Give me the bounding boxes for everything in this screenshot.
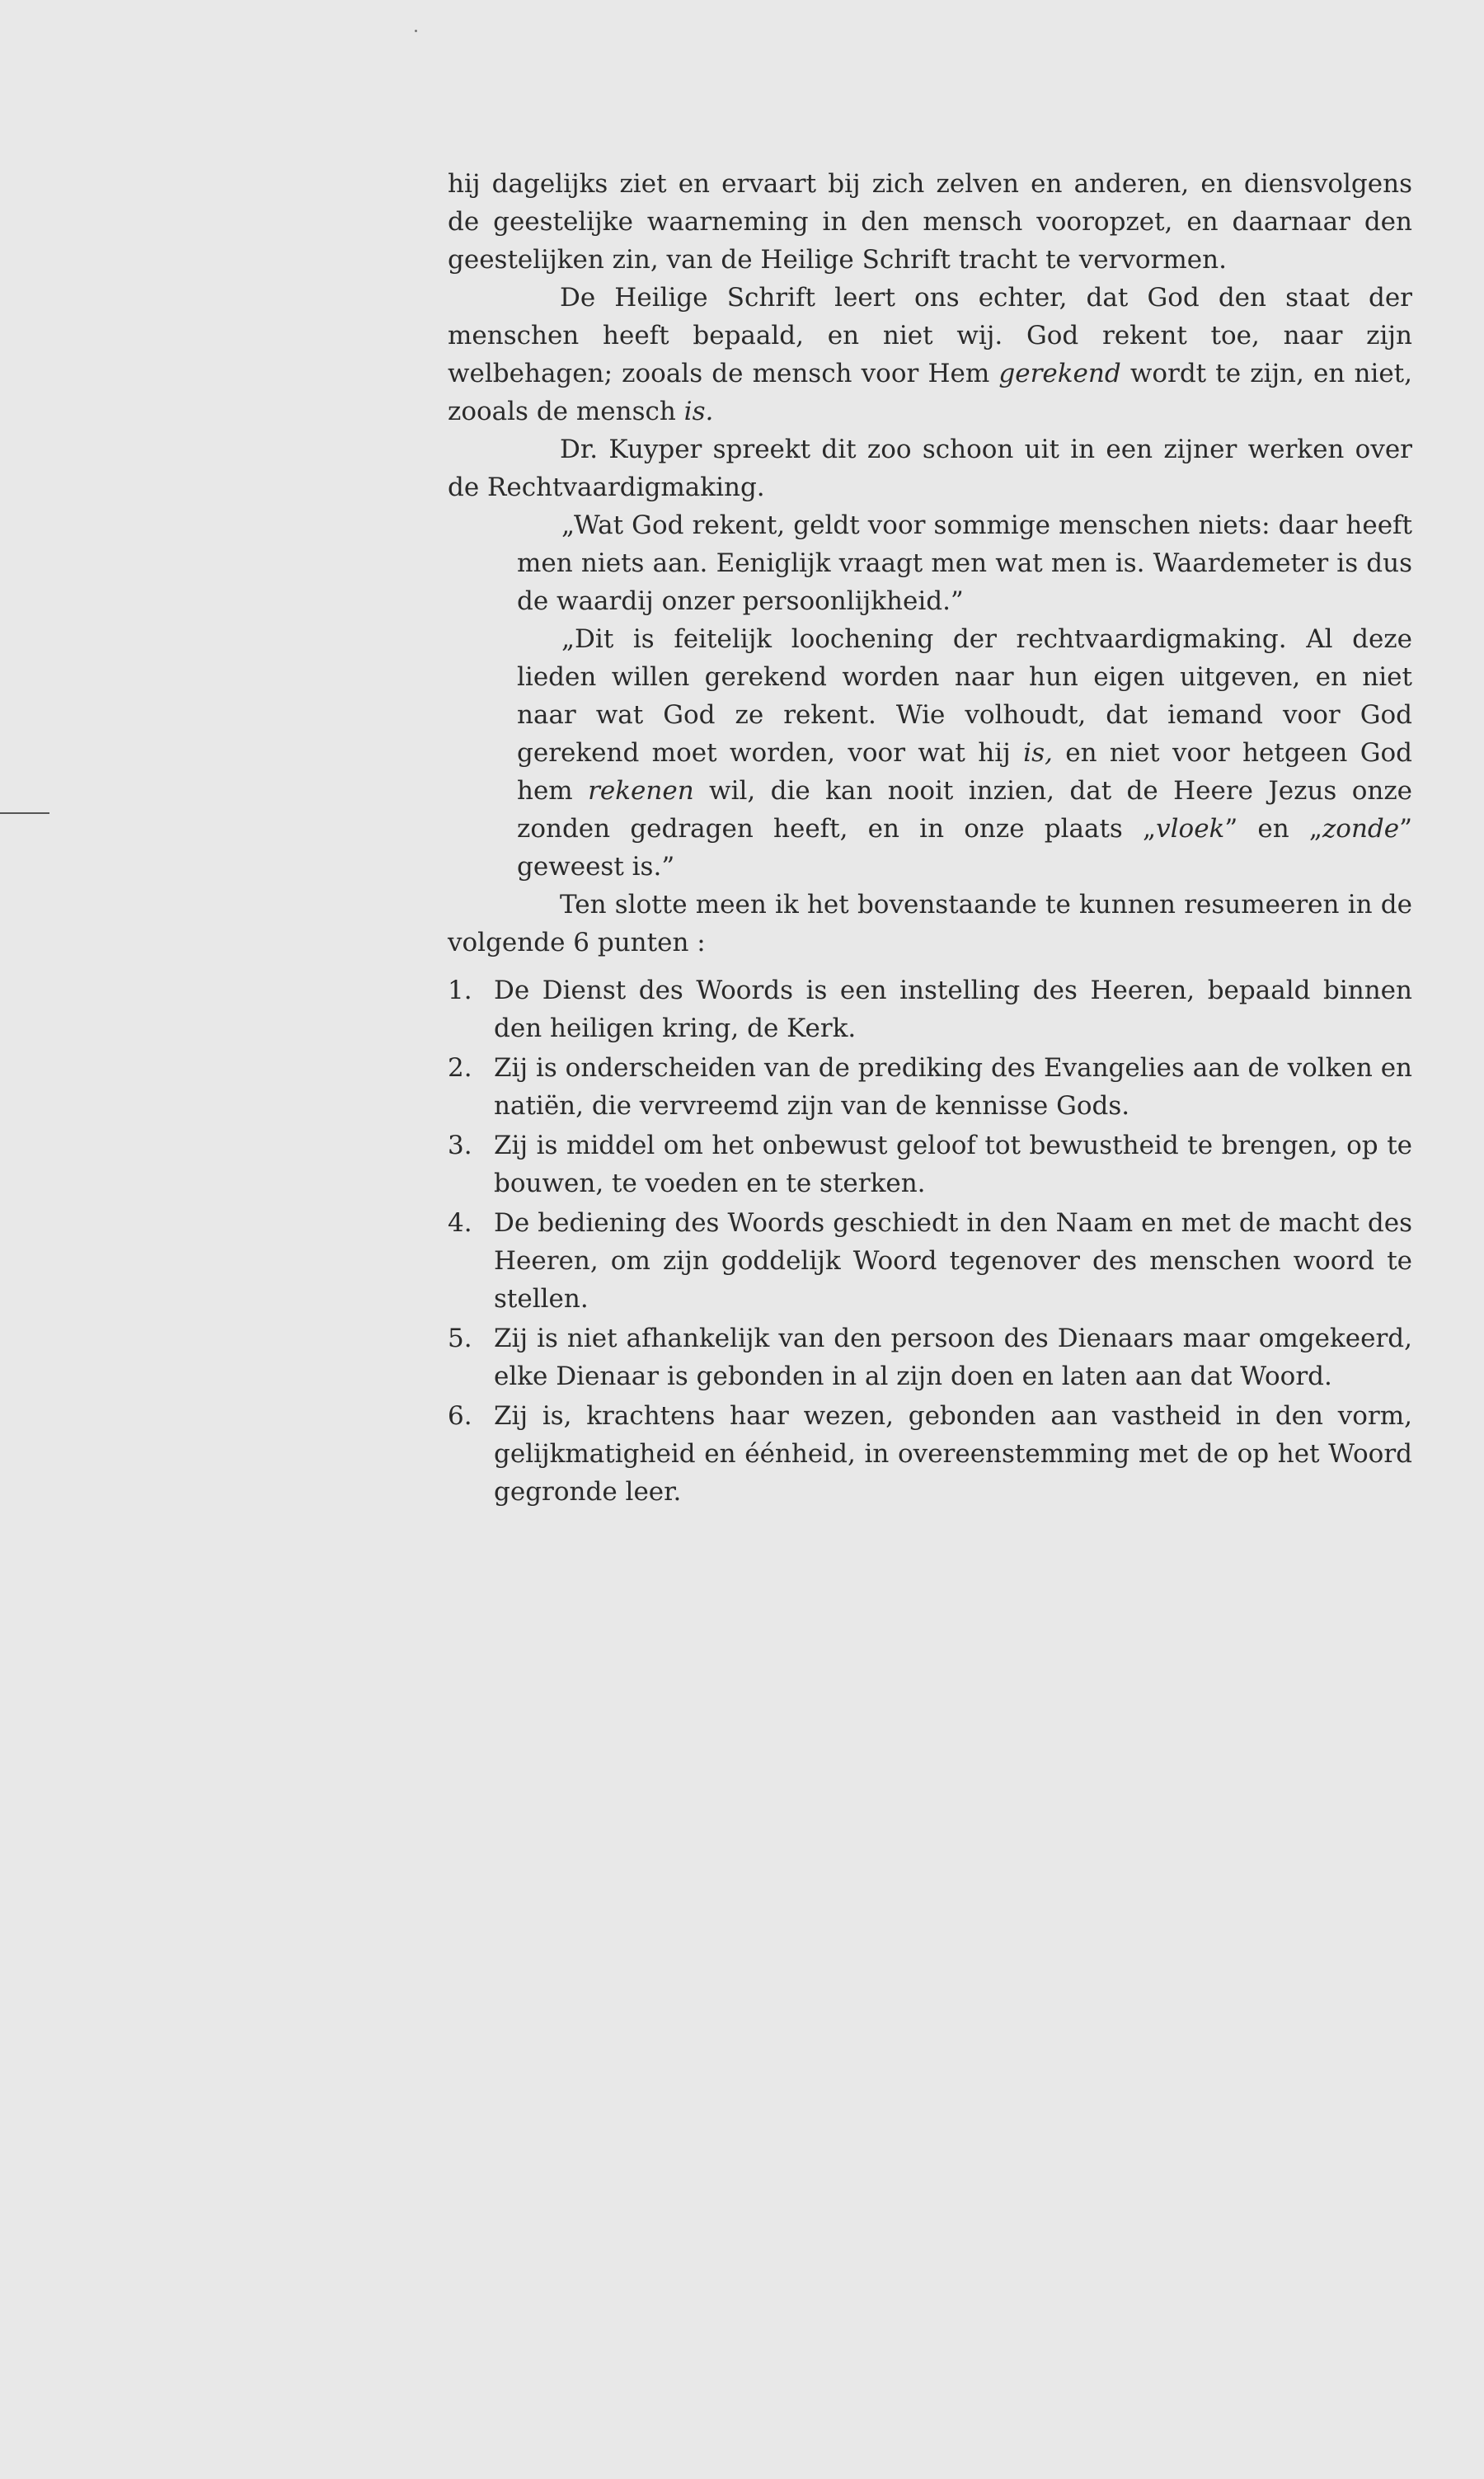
list-item bbox=[448, 971, 1412, 1047]
paragraph-kuyper: Dr. Kuyper spreekt dit zoo schoon uit in een zijner werken over de Rechtvaardigmaking. bbox=[448, 435, 1412, 502]
item-text: Zij is niet afhankelijk van den persoon des Dienaars maar omgekeerd, elke Dienaar is gebonden in al zijn doen en laten aan dat Woord. bbox=[494, 1324, 1412, 1391]
emphasis-text: is. bbox=[683, 397, 714, 426]
emphasis-text: rekenen bbox=[588, 776, 694, 806]
quote-text: en niet voor hetgeen God hem bbox=[517, 738, 1412, 806]
paragraph-text: wordt te zijn, en niet, zooals de mensch bbox=[448, 359, 1412, 426]
emphasis-text: gerekend bbox=[998, 359, 1121, 388]
item-number: 3. bbox=[448, 1131, 472, 1160]
emphasis-text: vloek bbox=[1156, 814, 1225, 844]
quote-first: „Wat God rekent, geldt voor sommige menschen niets: daar heeft men niets aan. Eeniglijk vraagt men wat men is. Waardemeter is dus de waardij onzer persoonlijkheid.” bbox=[517, 510, 1412, 616]
paragraph-continuation: hij dagelijks ziet en ervaart bij zich zelven en anderen, en diensvolgens de geestelijke waarneming in den mensch vooropzet, en daarnaar den geestelijken zin, van de Heilige Schrift tracht te vervormen. bbox=[448, 169, 1412, 275]
quote-text: ” geweest is.” bbox=[517, 814, 1412, 882]
item-number: 2. bbox=[448, 1053, 472, 1083]
emphasis-text: zonde bbox=[1322, 814, 1400, 844]
item-number: 1. bbox=[448, 976, 472, 1005]
item-text: De Dienst des Woords is een instelling des Heeren, bepaald binnen den heiligen kring, de Kerk. bbox=[494, 976, 1412, 1043]
margin-mark bbox=[0, 812, 49, 814]
list-item bbox=[448, 1319, 1412, 1395]
item-number: 5. bbox=[448, 1324, 472, 1353]
quote-text: ” en „ bbox=[1224, 814, 1322, 844]
list-item bbox=[448, 1127, 1412, 1202]
summary-points bbox=[448, 971, 1412, 1511]
item-text: Zij is, krachtens haar wezen, gebonden aan vastheid in den vorm, gelijkmatigheid en éénheid, in overeenstemming met de op het Woord gegronde leer. bbox=[494, 1401, 1412, 1507]
item-number: 4. bbox=[448, 1208, 472, 1238]
quote-text: „Dit is feitelijk loochening der rechtvaardigmaking. Al deze lieden willen gerekend worden naar hun eigen uitgeven, en niet naar wat God ze rekent. Wie volhoudt, dat iemand voor God gerekend moet worden, voor wat hij bbox=[517, 624, 1412, 768]
scan-speck bbox=[415, 30, 417, 32]
list-item bbox=[448, 1397, 1412, 1511]
quote-text: wil, die kan nooit inzien, dat de Heere Jezus onze zonden gedragen heeft, en in onze plaats „ bbox=[517, 776, 1412, 844]
item-text: Zij is middel om het onbewust geloof tot bewustheid te brengen, op te bouwen, te voeden en te sterken. bbox=[494, 1131, 1412, 1198]
item-number: 6. bbox=[448, 1401, 472, 1431]
paragraph-holy-scripture bbox=[448, 279, 1412, 430]
list-item bbox=[448, 1049, 1412, 1125]
item-text: De bediening des Woords geschiedt in den Naam en met de macht des Heeren, om zijn goddelijk Woord tegenover des menschen woord te stellen. bbox=[494, 1208, 1412, 1314]
emphasis-text: is, bbox=[1023, 738, 1053, 768]
list-item bbox=[448, 1204, 1412, 1318]
paragraph-text: De Heilige Schrift leert ons echter, dat God den staat der menschen heeft bepaald, en niet wij. God rekent toe, naar zijn welbehagen; zooals de mensch voor Hem bbox=[448, 283, 1412, 388]
page-text bbox=[448, 165, 1412, 1512]
quote-second bbox=[517, 620, 1412, 886]
item-text: Zij is onderscheiden van de prediking des Evangelies aan de volken en natiën, die vervreemd zijn van de kennisse Gods. bbox=[494, 1053, 1412, 1121]
summary-intro: Ten slotte meen ik het bovenstaande te kunnen resumeeren in de volgende 6 punten : bbox=[448, 890, 1412, 957]
